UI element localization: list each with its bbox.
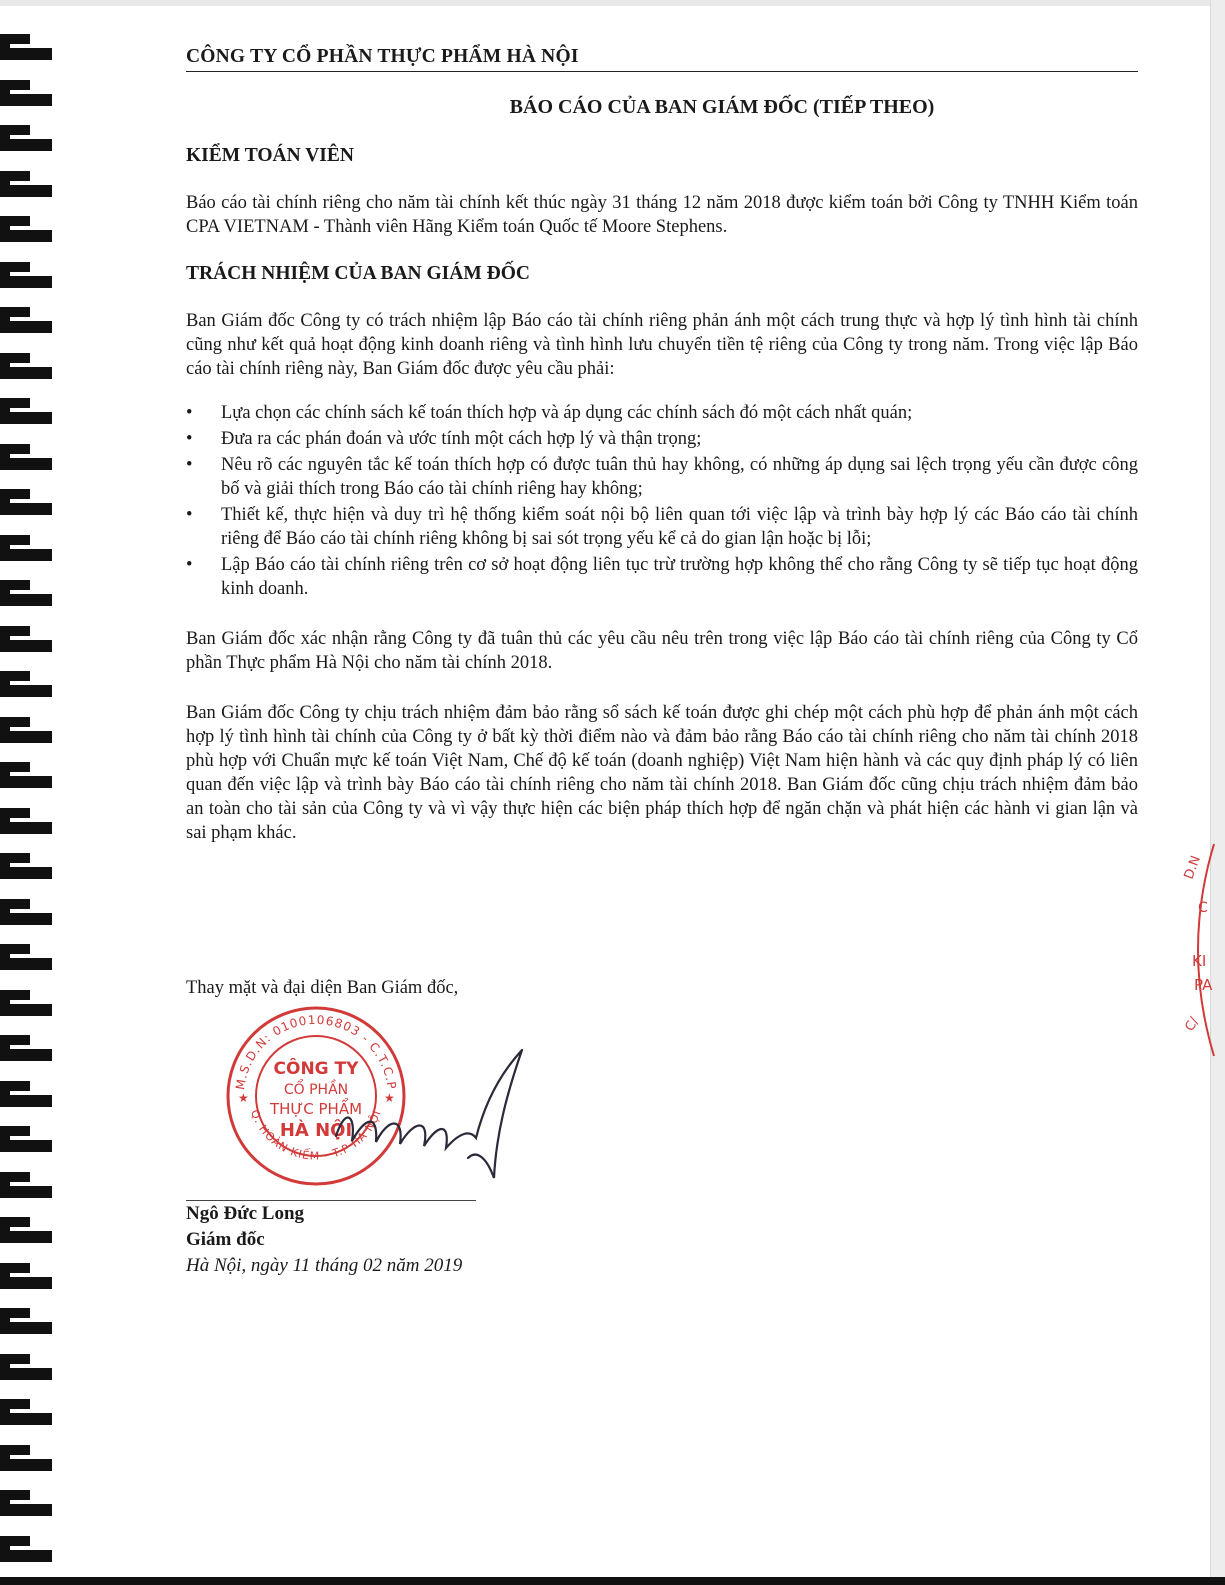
binding-ring: [0, 489, 54, 519]
responsibility-intro: Ban Giám đốc Công ty có trách nhiệm lập Báo cáo tài chính riêng phản ánh một cách trung thực và hợp lý tình hình tài chính cũng như kết quả hoạt động kinh doanh riêng và tình hình lưu chuyển tiền tệ riêng của Công ty trong năm. Trong việc lập Báo cáo tài chính riêng này, Ban Giám đốc được yêu cầu phải:: [186, 311, 1138, 379]
company-header: CÔNG TY CỔ PHẦN THỰC PHẨM HÀ NỘI: [186, 46, 1138, 72]
document-page: [186, 46, 1138, 1276]
binding-ring: [0, 990, 54, 1020]
bullet-icon: •: [186, 555, 193, 575]
edge-stamp-text-3: KI: [1192, 952, 1207, 970]
books-paragraph: Ban Giám đốc Công ty chịu trách nhiệm đảm bảo rằng sổ sách kế toán được ghi chép một cách phù hợp để phản ánh một cách hợp lý tình hình tài chính của Công ty ở bất kỳ thời điểm nào và đảm bảo rằng Báo cáo tài chính riêng cho năm tài chính 2018 phù hợp với Chuẩn mực kế toán Việt Nam, Chế độ kế toán (doanh nghiệp) Việt Nam hiện hành và các quy định pháp lý có liên quan đến việc lập và trình bày Báo cáo tài chính riêng cho năm tài chính 2018. Ban Giám đốc cũng chịu trách nhiệm đảm bảo an toàn cho tài sản của Công ty và vì vậy thực hiện các biện pháp thích hợp để ngăn chặn và phát hiện các hành vi gian lận và sai phạm khác.: [186, 703, 1138, 843]
seal-bottom-text: Q. HOÀN KIẾM - T.P HÀ NỘI: [247, 1107, 384, 1163]
binding-ring: [0, 307, 54, 337]
binding-ring: [0, 444, 54, 474]
binding-ring: [0, 1308, 54, 1338]
binding-ring: [0, 808, 54, 838]
binding-ring: [0, 1354, 54, 1384]
binding-ring: [0, 353, 54, 383]
spiral-binding: [0, 0, 70, 1585]
edge-stamp-text-1: D.N: [1181, 853, 1204, 882]
bullet-icon: •: [186, 455, 193, 475]
responsibility-heading: TRÁCH NHIỆM CỦA BAN GIÁM ĐỐC: [186, 263, 530, 284]
requirements-list: [186, 401, 1138, 601]
signature-rule: [186, 1200, 476, 1201]
list-item: • Nêu rõ các nguyên tắc kế toán thích hợp có được tuân thủ hay không, có những áp dụng sai lệch trọng yếu cần được công bố và giải thích trong Báo cáo tài chính riêng hay không;: [186, 455, 1138, 499]
binding-ring: [0, 717, 54, 747]
binding-ring: [0, 944, 54, 974]
binding-ring: [0, 1081, 54, 1111]
signer-role: Giám đốc: [186, 1229, 265, 1250]
binding-ring: [0, 262, 54, 292]
auditor-heading: KIỂM TOÁN VIÊN: [186, 145, 354, 166]
binding-ring: [0, 535, 54, 565]
list-item: • Thiết kế, thực hiện và duy trì hệ thống kiểm soát nội bộ liên quan tới việc lập và trình bày hợp lý các Báo cáo tài chính riêng để Báo cáo tài chính riêng không bị sai sót trọng yếu kể cả do gian lận hoặc bị lỗi;: [186, 505, 1138, 549]
binding-ring: [0, 1126, 54, 1156]
list-item: • Lập Báo cáo tài chính riêng trên cơ sở hoạt động liên tục trừ trường hợp không thể cho rằng Công ty sẽ tiếp tục hoạt động kinh doanh.: [186, 555, 1138, 599]
sign-place-date: Hà Nội, ngày 11 tháng 02 năm 2019: [186, 1255, 463, 1276]
binding-ring: [0, 398, 54, 428]
seal-line-3: THỰC PHẨM: [269, 1100, 363, 1118]
list-item: • Đưa ra các phán đoán và ước tính một cách hợp lý và thận trọng;: [186, 429, 702, 449]
handwritten-signature: [326, 1046, 546, 1186]
binding-ring: [0, 1490, 54, 1520]
report-title: BÁO CÁO CỦA BAN GIÁM ĐỐC (TIẾP THEO): [509, 96, 935, 118]
binding-ring: [0, 899, 54, 929]
binding-ring: [0, 216, 54, 246]
seal-line-2: CỔ PHẦN: [283, 1082, 349, 1098]
binding-ring: [0, 1217, 54, 1247]
binding-ring: [0, 762, 54, 792]
seal-ring-text: M.S.D.N: 0100106803 - C.T.C.P: [233, 1012, 399, 1091]
binding-ring: [0, 580, 54, 610]
binding-ring: [0, 1035, 54, 1065]
binding-ring: [0, 171, 54, 201]
scan-top-edge: [0, 0, 1225, 6]
binding-ring: [0, 1263, 54, 1293]
partial-edge-stamp: [1180, 840, 1220, 1060]
on-behalf-line: Thay mặt và đại diện Ban Giám đốc,: [186, 978, 459, 998]
confirmation-paragraph: Ban Giám đốc xác nhận rằng Công ty đã tuân thủ các yêu cầu nêu trên trong việc lập Báo cáo tài chính riêng của Công ty Cổ phần Thực phẩm Hà Nội cho năm tài chính 2018.: [186, 629, 1138, 673]
seal-star-left-icon: ★: [238, 1091, 249, 1105]
scan-bottom-edge: [0, 1577, 1225, 1585]
binding-ring: [0, 671, 54, 701]
edge-stamp-text-4: PA: [1194, 976, 1213, 994]
binding-ring: [0, 80, 54, 110]
binding-ring: [0, 125, 54, 155]
signer-name: Ngô Đức Long: [186, 1203, 305, 1224]
seal-star-right-icon: ★: [384, 1091, 395, 1105]
seal-line-1: CÔNG TY: [273, 1059, 359, 1079]
edge-stamp-text-2: C: [1198, 900, 1208, 916]
auditor-paragraph: Báo cáo tài chính riêng cho năm tài chính kết thúc ngày 31 tháng 12 năm 2018 được kiểm toán bởi Công ty TNHH Kiểm toán CPA VIETNAM - Thành viên Hãng Kiểm toán Quốc tế Moore Stephens.: [186, 193, 1138, 237]
edge-stamp-text-5: C/: [1182, 1014, 1203, 1034]
binding-ring: [0, 1172, 54, 1202]
seal-line-4: HÀ NỘI: [279, 1120, 353, 1141]
binding-ring: [0, 1536, 54, 1566]
binding-ring: [0, 626, 54, 656]
binding-ring: [0, 1399, 54, 1429]
bullet-icon: •: [186, 505, 193, 525]
binding-ring: [0, 853, 54, 883]
scan-right-edge: [1210, 0, 1225, 1585]
bullet-icon: •: [186, 429, 193, 449]
binding-ring: [0, 34, 54, 64]
binding-ring: [0, 1445, 54, 1475]
bullet-icon: •: [186, 403, 193, 423]
list-item: • Lựa chọn các chính sách kế toán thích hợp và áp dụng các chính sách đó một cách nhất quán;: [186, 403, 913, 423]
